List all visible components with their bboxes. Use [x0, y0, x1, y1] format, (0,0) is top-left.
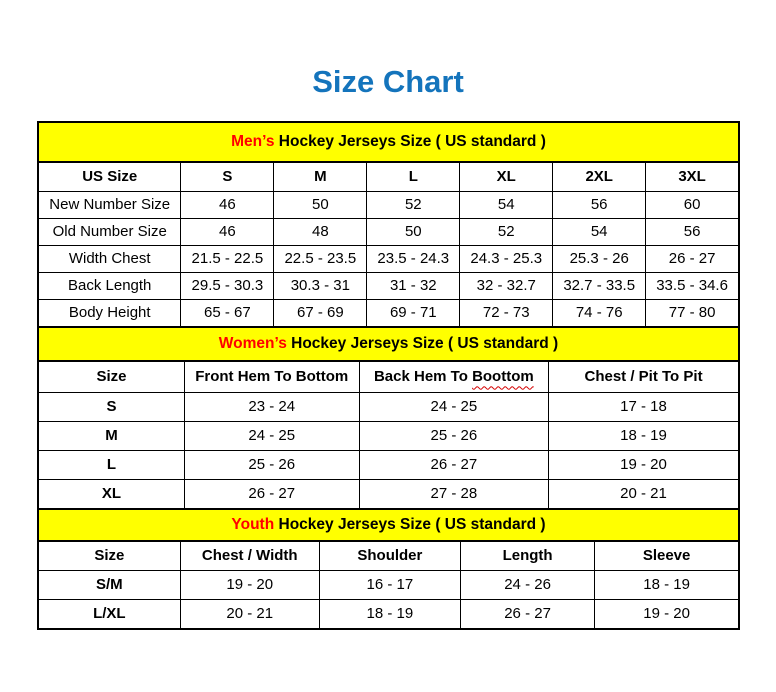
section-heading-mens: [39, 123, 738, 163]
size-cell: 65 - 67: [181, 299, 274, 326]
table-row: [39, 245, 738, 272]
size-cell: 30.3 - 31: [274, 272, 367, 299]
size-cell: 54: [553, 218, 646, 245]
row-label: M: [39, 421, 184, 450]
size-cell: 19 - 20: [549, 450, 738, 479]
size-cell: 50: [274, 191, 367, 218]
heading-text: Hockey Jerseys Size ( US standard ): [274, 133, 546, 150]
section-youth: [39, 508, 738, 628]
row-label: Body Height: [39, 299, 181, 326]
row-label: Back Length: [39, 272, 181, 299]
column-header: S: [181, 163, 274, 191]
size-cell: 24 - 26: [460, 570, 594, 599]
column-header: Size: [39, 542, 180, 570]
size-cell: 18 - 19: [549, 421, 738, 450]
size-cell: 48: [274, 218, 367, 245]
misspelled-word-squiggle: Boottom: [472, 368, 534, 386]
size-cell: 46: [181, 191, 274, 218]
header-row: [39, 542, 738, 570]
size-cell: 56: [553, 191, 646, 218]
womens-size-table: [39, 362, 738, 508]
table-row: [39, 570, 738, 599]
header-row: [39, 163, 738, 191]
size-cell: 24 - 25: [184, 421, 359, 450]
size-cell: 23 - 24: [184, 392, 359, 421]
column-header: L: [367, 163, 460, 191]
heading-accent: Women’s: [218, 335, 287, 352]
column-header: XL: [460, 163, 553, 191]
size-cell: 32 - 32.7: [460, 272, 553, 299]
section-heading-womens: [39, 326, 738, 362]
table-row: [39, 218, 738, 245]
column-header: M: [274, 163, 367, 191]
size-cell: 54: [460, 191, 553, 218]
size-cell: 25.3 - 26: [553, 245, 646, 272]
size-cell: 74 - 76: [553, 299, 646, 326]
youth-size-table: [39, 542, 738, 628]
column-header: Back Hem To Boottom: [359, 362, 548, 392]
heading-accent: Youth: [231, 516, 275, 533]
table-row: [39, 392, 738, 421]
column-header: Chest / Pit To Pit: [549, 362, 738, 392]
size-cell: 72 - 73: [460, 299, 553, 326]
row-label: Width Chest: [39, 245, 181, 272]
size-cell: 22.5 - 23.5: [274, 245, 367, 272]
size-cell: 26 - 27: [646, 245, 738, 272]
column-header: US Size: [39, 163, 181, 191]
size-cell: 23.5 - 24.3: [367, 245, 460, 272]
table-row: [39, 599, 738, 628]
size-cell: 24.3 - 25.3: [460, 245, 553, 272]
size-cell: 21.5 - 22.5: [181, 245, 274, 272]
size-cell: 26 - 27: [460, 599, 594, 628]
row-label: New Number Size: [39, 191, 181, 218]
size-cell: 26 - 27: [184, 479, 359, 508]
header-row: [39, 362, 738, 392]
table-row: [39, 299, 738, 326]
column-header: 3XL: [646, 163, 738, 191]
size-cell: 19 - 20: [180, 570, 319, 599]
column-header: Size: [39, 362, 184, 392]
size-cell: 18 - 19: [595, 570, 738, 599]
size-cell: 24 - 25: [359, 392, 548, 421]
size-cell: 31 - 32: [367, 272, 460, 299]
table-row: [39, 450, 738, 479]
size-cell: 32.7 - 33.5: [553, 272, 646, 299]
size-cell: 52: [460, 218, 553, 245]
column-header: Shoulder: [319, 542, 460, 570]
column-header: Sleeve: [595, 542, 738, 570]
size-chart: [37, 121, 740, 630]
column-header: Length: [460, 542, 594, 570]
size-cell: 50: [367, 218, 460, 245]
column-header: Chest / Width: [180, 542, 319, 570]
row-label: XL: [39, 479, 184, 508]
row-label: L/XL: [39, 599, 180, 628]
size-cell: 18 - 19: [319, 599, 460, 628]
column-header: 2XL: [553, 163, 646, 191]
table-row: [39, 421, 738, 450]
table-row: [39, 479, 738, 508]
heading-text: Hockey Jerseys Size ( US standard ): [274, 516, 546, 533]
section-heading-youth: [39, 508, 738, 542]
column-header: Front Hem To Bottom: [184, 362, 359, 392]
row-label: S/M: [39, 570, 180, 599]
size-cell: 20 - 21: [549, 479, 738, 508]
size-cell: 25 - 26: [184, 450, 359, 479]
size-cell: 19 - 20: [595, 599, 738, 628]
table-row: [39, 191, 738, 218]
heading-text: Hockey Jerseys Size ( US standard ): [286, 335, 559, 352]
size-cell: 46: [181, 218, 274, 245]
row-label: L: [39, 450, 184, 479]
size-cell: 60: [646, 191, 738, 218]
size-cell: 17 - 18: [549, 392, 738, 421]
size-cell: 20 - 21: [180, 599, 319, 628]
page-title: Size Chart: [312, 64, 464, 99]
size-cell: 33.5 - 34.6: [646, 272, 738, 299]
size-cell: 27 - 28: [359, 479, 548, 508]
size-cell: 77 - 80: [646, 299, 738, 326]
section-womens: [39, 326, 738, 508]
table-row: [39, 272, 738, 299]
size-cell: 52: [367, 191, 460, 218]
size-cell: 26 - 27: [359, 450, 548, 479]
row-label: S: [39, 392, 184, 421]
row-label: Old Number Size: [39, 218, 181, 245]
size-cell: 16 - 17: [319, 570, 460, 599]
section-mens: [39, 123, 738, 326]
size-cell: 29.5 - 30.3: [181, 272, 274, 299]
mens-size-table: [39, 163, 738, 326]
heading-accent: Men’s: [231, 133, 275, 150]
size-cell: 67 - 69: [274, 299, 367, 326]
size-cell: 56: [646, 218, 738, 245]
size-cell: 69 - 71: [367, 299, 460, 326]
size-cell: 25 - 26: [359, 421, 548, 450]
